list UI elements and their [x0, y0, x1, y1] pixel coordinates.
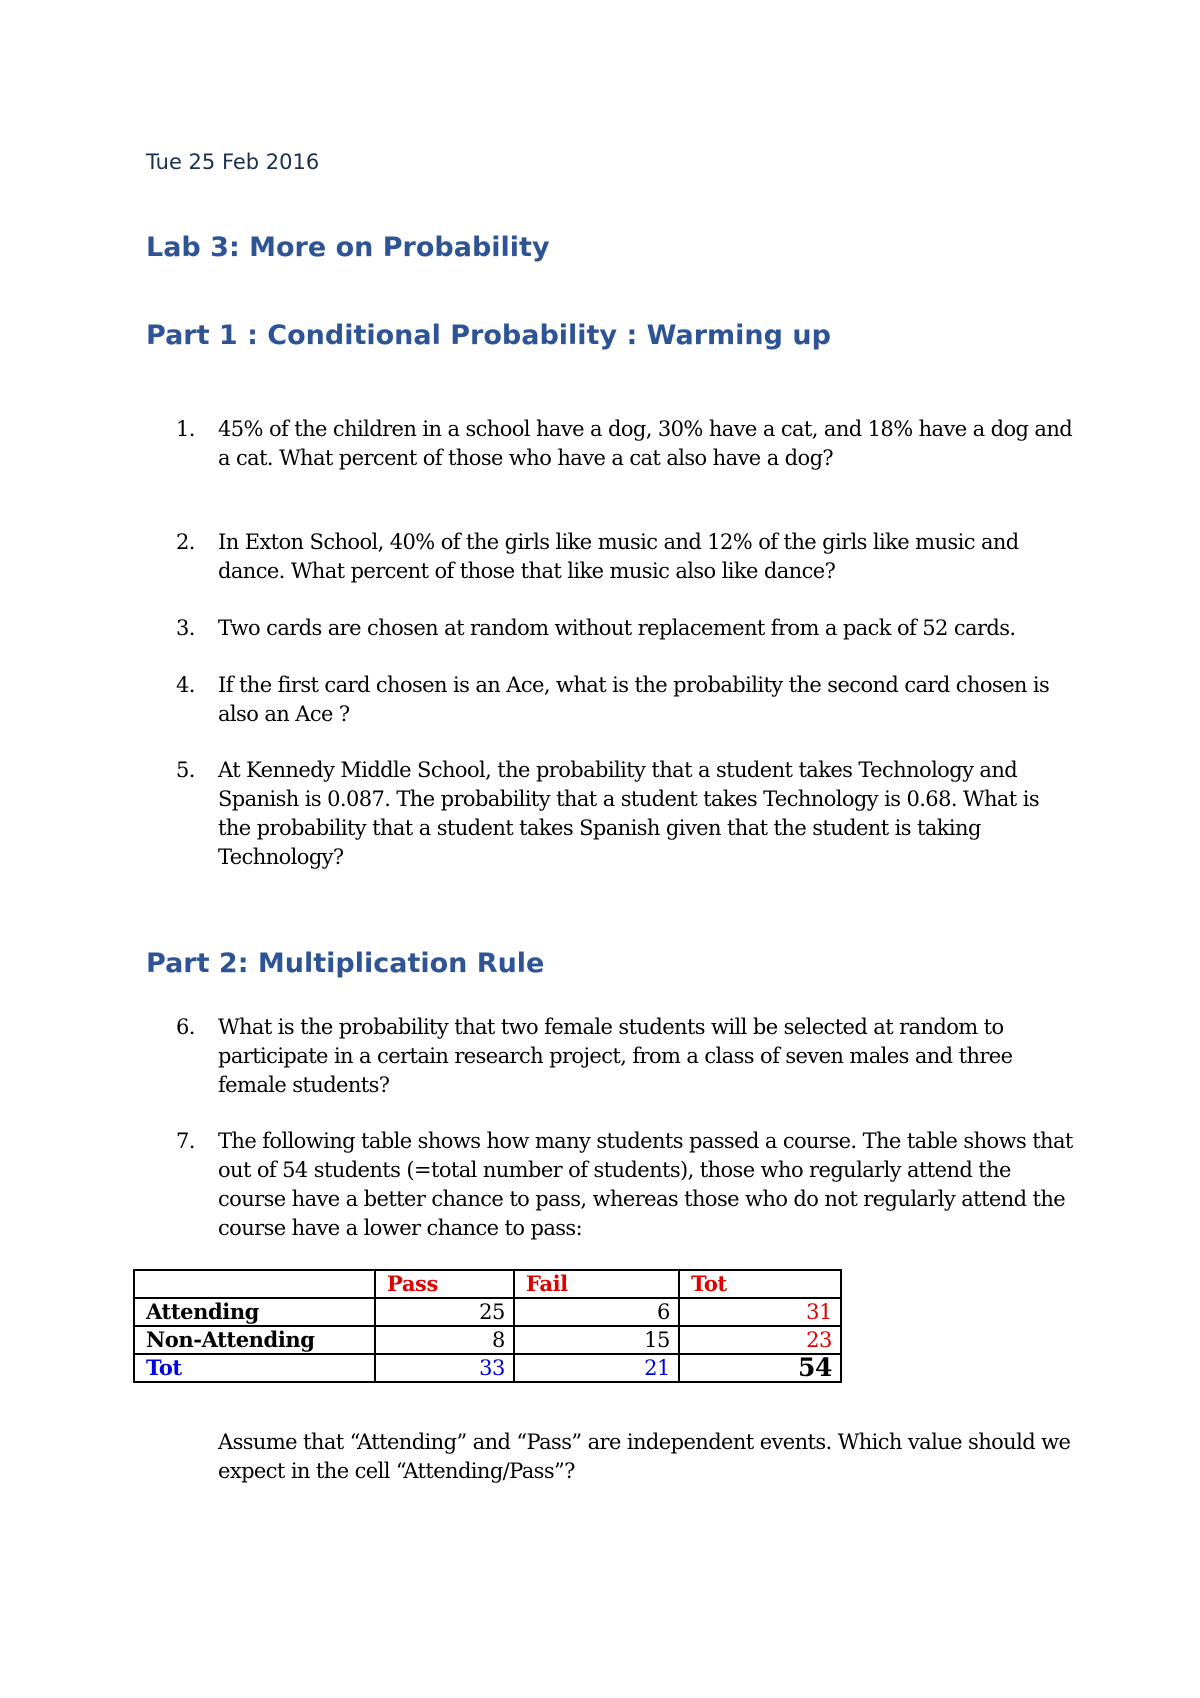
question-number: 4. — [176, 673, 195, 697]
cell-fail: 15 — [514, 1326, 679, 1354]
cell-tot: 23 — [679, 1326, 841, 1354]
row-label: Non-Attending — [134, 1326, 375, 1354]
table-header-fail: Fail — [514, 1270, 679, 1298]
question-text: The following table shows how many students passed a course. The table shows that out of 54 students (=total number of students), those who regularly attend the course have a better chance to pass, whereas those who do not regularly attend the course have a lower chance to pass: — [218, 1129, 1073, 1240]
part2-heading: Part 2: Multiplication Rule — [146, 948, 545, 979]
lab-title: Lab 3: More on Probability — [146, 232, 550, 263]
table-row — [134, 1326, 841, 1354]
part1-heading: Part 1 : Conditional Probability : Warming up — [146, 320, 831, 351]
document-date: Tue 25 Feb 2016 — [146, 150, 320, 174]
row-label: Attending — [134, 1298, 375, 1326]
cell-fail: 21 — [514, 1354, 679, 1382]
question-number: 7. — [176, 1129, 195, 1153]
question-text: If the first card chosen is an Ace, what is the probability the second card chosen is also an Ace ? — [218, 673, 1050, 726]
question-text: In Exton School, 40% of the girls like music and 12% of the girls like music and dance. What percent of those that like music also like dance? — [218, 530, 1019, 583]
table-total-row — [134, 1354, 841, 1382]
table-header-empty — [134, 1270, 375, 1298]
question-1 — [176, 415, 1076, 473]
closing-paragraph: Assume that “Attending” and “Pass” are independent events. Which value should we expect in the cell “Attending/Pass”? — [218, 1430, 1071, 1483]
question-number: 6. — [176, 1015, 195, 1039]
cell-grand-total: 54 — [679, 1354, 841, 1382]
question-text: Two cards are chosen at random without replacement from a pack of 52 cards. — [218, 616, 1016, 640]
question-number: 5. — [176, 758, 195, 782]
cell-pass: 33 — [375, 1354, 514, 1382]
cell-pass: 8 — [375, 1326, 514, 1354]
question-7 — [176, 1127, 1076, 1243]
question-number: 3. — [176, 616, 195, 640]
table-row — [134, 1298, 841, 1326]
question-text: At Kennedy Middle School, the probability that a student takes Technology and Spanish is 0.087. The probability that a student takes Technology is 0.68. What is the probability that a student takes Spanish given that the student is taking Technology? — [218, 758, 1040, 869]
question-text: 45% of the children in a school have a dog, 30% have a cat, and 18% have a dog and a cat. What percent of those who have a cat also have a dog? — [218, 417, 1073, 470]
question-2 — [176, 528, 1076, 586]
question-text: What is the probability that two female students will be selected at random to participate in a certain research project, from a class of seven males and three female students? — [218, 1015, 1013, 1097]
question-number: 2. — [176, 530, 195, 554]
pass-fail-table — [133, 1269, 842, 1383]
cell-pass: 25 — [375, 1298, 514, 1326]
question-4 — [176, 671, 1076, 729]
question-number: 1. — [176, 417, 195, 441]
row-label: Tot — [134, 1354, 375, 1382]
cell-fail: 6 — [514, 1298, 679, 1326]
table-header-row — [134, 1270, 841, 1298]
question-5 — [176, 756, 1076, 872]
table-header-tot: Tot — [679, 1270, 841, 1298]
question-6 — [176, 1013, 1076, 1100]
table-header-pass: Pass — [375, 1270, 514, 1298]
question-3 — [176, 614, 1076, 643]
cell-tot: 31 — [679, 1298, 841, 1326]
